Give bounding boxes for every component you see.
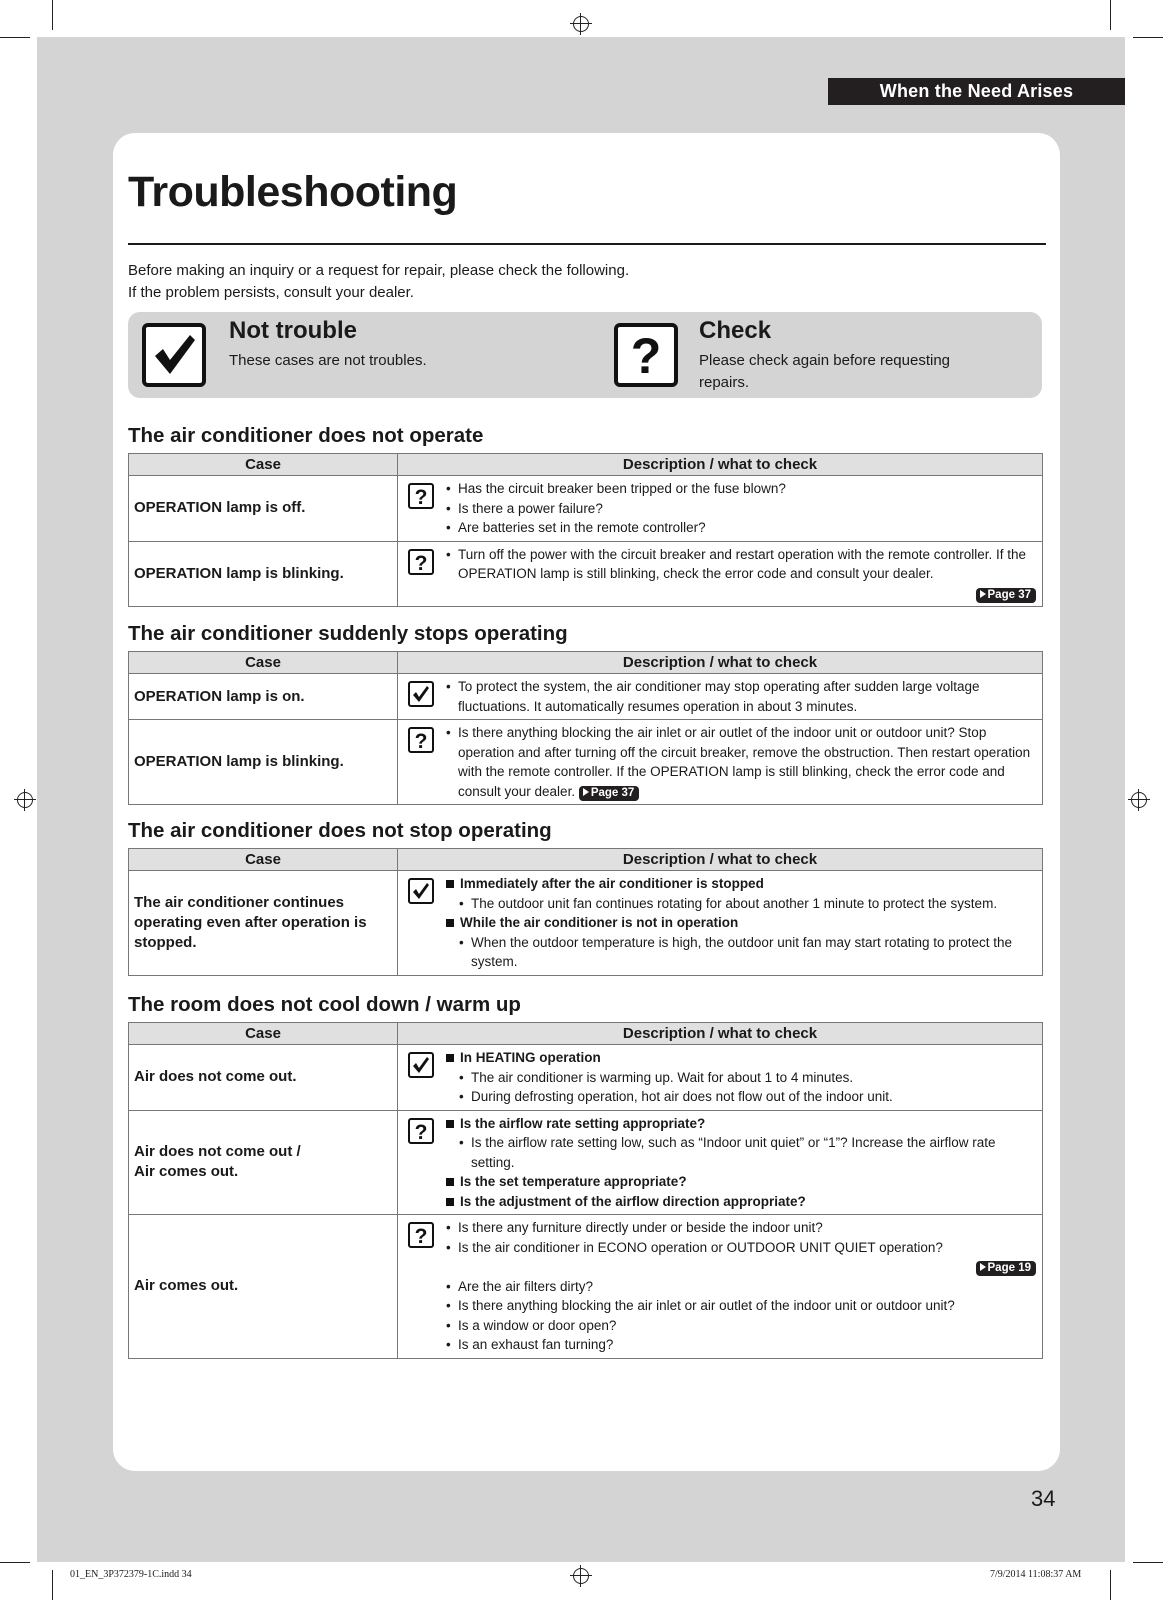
list-item: • The air conditioner is warming up. Wait for about 1 to 4 minutes. [446, 1068, 1036, 1088]
case-cell: OPERATION lamp is off. [129, 476, 398, 542]
desc-cell [398, 476, 1043, 542]
desc-cell [398, 1215, 1043, 1359]
svg-text:?: ? [630, 328, 662, 383]
list-item: • Is the airflow rate setting low, such as “Indoor unit quiet” or “1”? Increase the airflow rate setting. [446, 1133, 1036, 1172]
case-header: Case [129, 652, 398, 674]
desc-cell [398, 674, 1043, 720]
play-icon [583, 788, 589, 796]
question-mark-icon [614, 323, 678, 387]
list-item: • Are the air filters dirty? [446, 1277, 1036, 1297]
registration-mark-icon [573, 16, 589, 32]
desc-header: Description / what to check [398, 1023, 1043, 1045]
page-reference[interactable]: Page 19 [976, 1261, 1036, 1276]
crop-mark [1110, 0, 1111, 30]
check-mark-icon [408, 1052, 434, 1078]
group-title: Is the adjustment of the airflow direction appropriate? [446, 1192, 1036, 1212]
case-header: Case [129, 1023, 398, 1045]
list-item: • Has the circuit breaker been tripped or the fuse blown? [446, 479, 1036, 499]
play-icon [980, 590, 986, 598]
page-title: Troubleshooting [128, 168, 458, 216]
list-item: • When the outdoor temperature is high, the outdoor unit fan may start rotating to protect the system. [446, 933, 1036, 972]
crop-mark [52, 0, 53, 30]
section-heading: The air conditioner does not stop operating [128, 819, 552, 842]
case-cell: The air conditioner continues operating even after operation is stopped. [129, 871, 398, 976]
crop-mark [1133, 37, 1163, 38]
section-heading: The air conditioner does not operate [128, 424, 484, 447]
crop-mark [1110, 1570, 1111, 1600]
not-trouble-desc: These cases are not troubles. [229, 352, 427, 369]
list-item: • During defrosting operation, hot air does not flow out of the indoor unit. [446, 1087, 1036, 1107]
check-mark-icon [408, 681, 434, 707]
registration-mark-icon [17, 792, 33, 808]
section-heading: The room does not cool down / warm up [128, 993, 521, 1016]
title-divider [128, 243, 1046, 245]
desc-cell [398, 1045, 1043, 1111]
question-mark-icon [408, 549, 434, 575]
svg-text:?: ? [414, 486, 428, 507]
check-desc: Please check again before requesting repairs. [699, 352, 951, 391]
table-row [129, 871, 1043, 976]
troubleshooting-table [128, 453, 1043, 607]
list-item: • Is there a power failure? [446, 499, 1036, 519]
list-item: • Is an exhaust fan turning? [446, 1335, 1036, 1355]
question-mark-icon [408, 1118, 434, 1144]
list-item: • Is there anything blocking the air inlet or air outlet of the indoor unit or outdoor unit? [446, 1296, 1036, 1316]
crop-mark [0, 1562, 30, 1563]
case-cell: Air does not come out / Air comes out. [129, 1110, 398, 1215]
desc-header: Description / what to check [398, 849, 1043, 871]
svg-text:?: ? [414, 1225, 428, 1246]
crop-mark [1133, 1562, 1163, 1563]
svg-text:?: ? [414, 551, 428, 573]
case-cell: Air does not come out. [129, 1045, 398, 1111]
desc-cell [398, 541, 1043, 607]
table-row [129, 476, 1043, 542]
list-item: • The outdoor unit fan continues rotating for about another 1 minute to protect the system. [446, 894, 1036, 914]
case-header: Case [129, 454, 398, 476]
check-title: Check [699, 317, 772, 344]
list-item: • Turn off the power with the circuit breaker and restart operation with the remote controller. If the OPERATION lamp is still blinking, check the error code and consult your dealer. [446, 545, 1036, 584]
case-cell: OPERATION lamp is blinking. [129, 720, 398, 805]
table-row [129, 541, 1043, 607]
troubleshooting-table [128, 651, 1043, 805]
table-row [129, 674, 1043, 720]
svg-text:?: ? [414, 730, 428, 751]
group-title: Immediately after the air conditioner is stopped [446, 874, 1036, 894]
troubleshooting-table [128, 1022, 1043, 1359]
not-trouble-title: Not trouble [229, 317, 357, 344]
question-mark-icon [408, 483, 434, 509]
page-reference[interactable]: Page 37 [976, 588, 1036, 603]
desc-cell [398, 720, 1043, 805]
desc-cell [398, 871, 1043, 976]
group-title: Is the airflow rate setting appropriate? [446, 1114, 1036, 1134]
list-item: • Are batteries set in the remote controller? [446, 518, 1036, 538]
check-mark-icon [142, 323, 206, 387]
print-slug-left: 01_EN_3P372379-1C.indd 34 [70, 1569, 192, 1580]
troubleshooting-table [128, 848, 1043, 976]
case-header: Case [129, 849, 398, 871]
crop-mark [52, 1570, 53, 1600]
section-tab: When the Need Arises [828, 78, 1125, 105]
table-row [129, 1045, 1043, 1111]
check-mark-icon [408, 878, 434, 904]
list-item: • Is a window or door open? [446, 1316, 1036, 1336]
group-title: Is the set temperature appropriate? [446, 1172, 1036, 1192]
table-row [129, 720, 1043, 805]
page-reference[interactable]: Page 37 [579, 786, 639, 801]
case-cell: OPERATION lamp is blinking. [129, 541, 398, 607]
page-number: 34 [1031, 1486, 1056, 1511]
intro-text: Before making an inquiry or a request for repair, please check the following. If the problem persists, consult your dealer. [128, 262, 630, 301]
desc-header: Description / what to check [398, 454, 1043, 476]
desc-header: Description / what to check [398, 652, 1043, 674]
svg-text:?: ? [414, 1120, 428, 1142]
print-slug-right: 7/9/2014 11:08:37 AM [990, 1569, 1082, 1580]
question-mark-icon [408, 727, 434, 753]
legend-box [128, 312, 1042, 398]
play-icon [980, 1263, 986, 1271]
case-cell: OPERATION lamp is on. [129, 674, 398, 720]
group-title: While the air conditioner is not in operation [446, 913, 1036, 933]
list-item: • Is there anything blocking the air inlet or air outlet of the indoor unit or outdoor unit? Stop operation and after turning off the circuit breaker, remove the obstruction. Then restart operation with the remote controller. If the OPERATION lamp is still blinking, check the error code and consult your dealer. Page 37 [446, 723, 1036, 801]
crop-mark [0, 37, 30, 38]
table-row [129, 1110, 1043, 1215]
list-item: • Is there any furniture directly under or beside the indoor unit? [446, 1218, 1036, 1238]
registration-mark-icon [1131, 792, 1147, 808]
list-item: • Is the air conditioner in ECONO operation or OUTDOOR UNIT QUIET operation? [446, 1238, 1036, 1258]
registration-mark-icon [573, 1568, 589, 1584]
table-row [129, 1215, 1043, 1359]
case-cell: Air comes out. [129, 1215, 398, 1359]
desc-cell [398, 1110, 1043, 1215]
section-heading: The air conditioner suddenly stops operating [128, 622, 568, 645]
group-title: In HEATING operation [446, 1048, 1036, 1068]
question-mark-icon [408, 1222, 434, 1248]
list-item: • To protect the system, the air conditioner may stop operating after sudden large voltage fluctuations. It automatically resumes operation in about 3 minutes. [446, 677, 1036, 716]
